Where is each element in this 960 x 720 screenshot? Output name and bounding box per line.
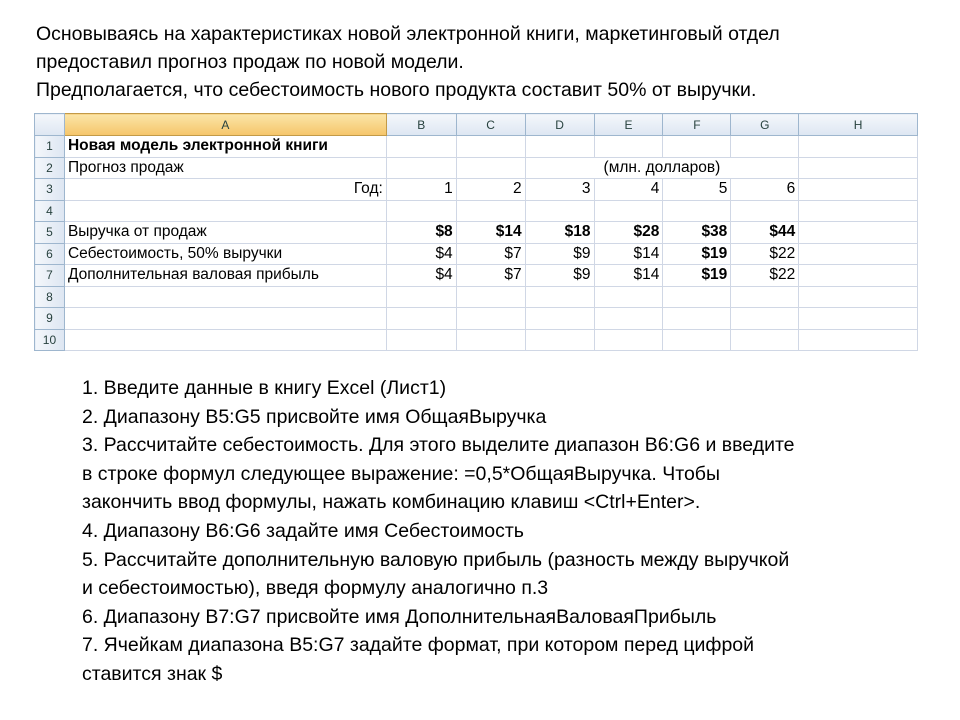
step-line: закончить ввод формулы, нажать комбинацию клавиш <Ctrl+Enter>. xyxy=(82,491,701,514)
cell-a6-cost-label[interactable]: Себестоимость, 50% выручки xyxy=(64,243,386,265)
cell-c4[interactable] xyxy=(456,200,525,222)
row-header-9[interactable]: 9 xyxy=(35,308,65,330)
cell-g3-year[interactable]: 6 xyxy=(731,179,799,201)
intro-line-1: Основываясь на характеристиках новой электронной книги, маркетинговый отдел xyxy=(36,23,780,45)
sheet-row-5 xyxy=(35,222,918,244)
cell-g8[interactable] xyxy=(731,286,799,308)
cell-e10[interactable] xyxy=(594,329,663,351)
cell-b6-cost[interactable]: $4 xyxy=(386,243,456,265)
cell-h1[interactable] xyxy=(799,136,918,158)
cell-h4[interactable] xyxy=(799,200,918,222)
cell-e4[interactable] xyxy=(594,200,663,222)
sheet-row-7 xyxy=(35,265,918,287)
cell-d6-cost[interactable]: $9 xyxy=(525,243,594,265)
cell-e5-revenue[interactable]: $28 xyxy=(594,222,663,244)
cell-d8[interactable] xyxy=(525,286,594,308)
cell-h6[interactable] xyxy=(799,243,918,265)
cell-a7-margin-label[interactable]: Дополнительная валовая прибыль xyxy=(64,265,386,287)
cell-b1[interactable] xyxy=(386,136,456,158)
cell-f9[interactable] xyxy=(663,308,731,330)
column-header-f[interactable]: F xyxy=(663,114,731,136)
column-header-d[interactable]: D xyxy=(525,114,594,136)
column-header-e[interactable]: E xyxy=(594,114,663,136)
spreadsheet-grid xyxy=(34,113,918,351)
cell-g4[interactable] xyxy=(731,200,799,222)
cell-g6-cost[interactable]: $22 xyxy=(731,243,799,265)
cell-c10[interactable] xyxy=(456,329,525,351)
step-line: и себестоимостью), введя формулу аналогично п.3 xyxy=(82,577,549,600)
step-line: 3. Рассчитайте себестоимость. Для этого выделите диапазон B6:G6 и введите xyxy=(82,434,795,457)
cell-d5-revenue[interactable]: $18 xyxy=(525,222,594,244)
intro-line-3: Предполагается, что себестоимость нового продукта составит 50% от выручки. xyxy=(36,79,757,101)
cell-b4[interactable] xyxy=(386,200,456,222)
cell-c3-year[interactable]: 2 xyxy=(456,179,525,201)
column-header-c[interactable]: C xyxy=(456,114,525,136)
sheet-row-2 xyxy=(35,157,918,179)
cell-f3-year[interactable]: 5 xyxy=(663,179,731,201)
instruction-steps xyxy=(82,374,922,689)
row-header-2[interactable]: 2 xyxy=(35,157,65,179)
cell-a3-year-label[interactable]: Год: xyxy=(64,179,386,201)
cell-c2[interactable] xyxy=(456,157,525,179)
step-line: 1. Введите данные в книгу Excel (Лист1) xyxy=(82,377,447,399)
column-header-row xyxy=(35,114,918,136)
row-header-1[interactable]: 1 xyxy=(35,136,65,158)
cell-b7-margin[interactable]: $4 xyxy=(386,265,456,287)
cell-f10[interactable] xyxy=(663,329,731,351)
cell-e8[interactable] xyxy=(594,286,663,308)
cell-c9[interactable] xyxy=(456,308,525,330)
cell-a10[interactable] xyxy=(64,329,386,351)
step-line: 6. Диапазону B7:G7 присвойте имя ДополнительнаяВаловаяПрибыль xyxy=(82,605,717,628)
row-header-8[interactable]: 8 xyxy=(35,286,65,308)
cell-g1[interactable] xyxy=(731,136,799,158)
cell-f8[interactable] xyxy=(663,286,731,308)
cell-g5-revenue[interactable]: $44 xyxy=(731,222,799,244)
cell-h7[interactable] xyxy=(799,265,918,287)
column-header-g[interactable]: G xyxy=(731,114,799,136)
cell-g7-margin[interactable]: $22 xyxy=(731,265,799,287)
cell-h9[interactable] xyxy=(799,308,918,330)
cell-c1[interactable] xyxy=(456,136,525,158)
cell-f5-revenue[interactable]: $38 xyxy=(663,222,731,244)
step-line: в строке формул следующее выражение: =0,5*ОбщаяВыручка. Чтобы xyxy=(82,462,720,485)
cell-d10[interactable] xyxy=(525,329,594,351)
cell-f4[interactable] xyxy=(663,200,731,222)
cell-h3[interactable] xyxy=(799,179,918,201)
cell-h5[interactable] xyxy=(799,222,918,244)
cell-a5-revenue-label[interactable]: Выручка от продаж xyxy=(64,222,386,244)
cell-b5-revenue[interactable]: $8 xyxy=(386,222,456,244)
spreadsheet-screenshot xyxy=(34,113,918,359)
cell-b3-year[interactable]: 1 xyxy=(386,179,456,201)
cell-d9[interactable] xyxy=(525,308,594,330)
cell-e1[interactable] xyxy=(594,136,663,158)
sheet-row-6 xyxy=(35,243,918,265)
cell-c6-cost[interactable]: $7 xyxy=(456,243,525,265)
cell-d7-margin[interactable]: $9 xyxy=(525,265,594,287)
cell-b2[interactable] xyxy=(386,157,456,179)
cell-c5-revenue[interactable]: $14 xyxy=(456,222,525,244)
cell-h2[interactable] xyxy=(799,157,918,179)
cell-g10[interactable] xyxy=(731,329,799,351)
cell-f1[interactable] xyxy=(663,136,731,158)
cell-d1[interactable] xyxy=(525,136,594,158)
cell-h8[interactable] xyxy=(799,286,918,308)
cell-a9[interactable] xyxy=(64,308,386,330)
row-header-7[interactable]: 7 xyxy=(35,265,65,287)
cell-a2-forecast[interactable]: Прогноз продаж xyxy=(64,157,386,179)
cell-c7-margin[interactable]: $7 xyxy=(456,265,525,287)
cell-e3-year[interactable]: 4 xyxy=(594,179,663,201)
cell-c8[interactable] xyxy=(456,286,525,308)
cell-b10[interactable] xyxy=(386,329,456,351)
step-line: ставится знак $ xyxy=(82,662,223,685)
cell-h10[interactable] xyxy=(799,329,918,351)
column-header-h[interactable]: H xyxy=(799,114,918,136)
cell-d4[interactable] xyxy=(525,200,594,222)
intro-text xyxy=(36,20,936,104)
cell-f7-margin[interactable]: $19 xyxy=(663,265,731,287)
select-all-corner[interactable] xyxy=(35,114,65,136)
sheet-row-10 xyxy=(35,329,918,351)
row-header-10[interactable]: 10 xyxy=(35,329,65,351)
cell-a4[interactable] xyxy=(64,200,386,222)
sheet-row-3 xyxy=(35,179,918,201)
cell-f6-cost[interactable]: $19 xyxy=(663,243,731,265)
row-header-4[interactable]: 4 xyxy=(35,200,65,222)
intro-line-2: предоставил прогноз продаж по новой модели. xyxy=(36,51,464,73)
step-line: 5. Рассчитайте дополнительную валовую прибыль (разность между выручкой xyxy=(82,548,790,571)
sheet-row-1 xyxy=(35,136,918,158)
cell-d2-units[interactable]: (млн. долларов) xyxy=(525,157,799,179)
cell-a1-title[interactable]: Новая модель электронной книги xyxy=(64,136,386,158)
sheet-row-9 xyxy=(35,308,918,330)
sheet-row-8 xyxy=(35,286,918,308)
sheet-row-4 xyxy=(35,200,918,222)
cell-d3-year[interactable]: 3 xyxy=(525,179,594,201)
cell-g9[interactable] xyxy=(731,308,799,330)
cell-a8[interactable] xyxy=(64,286,386,308)
cell-e9[interactable] xyxy=(594,308,663,330)
cell-b8[interactable] xyxy=(386,286,456,308)
cell-e6-cost[interactable]: $14 xyxy=(594,243,663,265)
cell-e7-margin[interactable]: $14 xyxy=(594,265,663,287)
row-header-6[interactable]: 6 xyxy=(35,243,65,265)
cell-b9[interactable] xyxy=(386,308,456,330)
column-header-b[interactable]: B xyxy=(386,114,456,136)
row-header-3[interactable]: 3 xyxy=(35,179,65,201)
step-line: 7. Ячейкам диапазона B5:G7 задайте формат, при котором перед цифрой xyxy=(82,634,755,657)
column-header-a[interactable]: A xyxy=(64,114,386,136)
row-header-5[interactable]: 5 xyxy=(35,222,65,244)
step-line: 2. Диапазону B5:G5 присвойте имя ОбщаяВыручка xyxy=(82,405,547,428)
step-line: 4. Диапазону B6:G6 задайте имя Себестоимость xyxy=(82,519,524,542)
